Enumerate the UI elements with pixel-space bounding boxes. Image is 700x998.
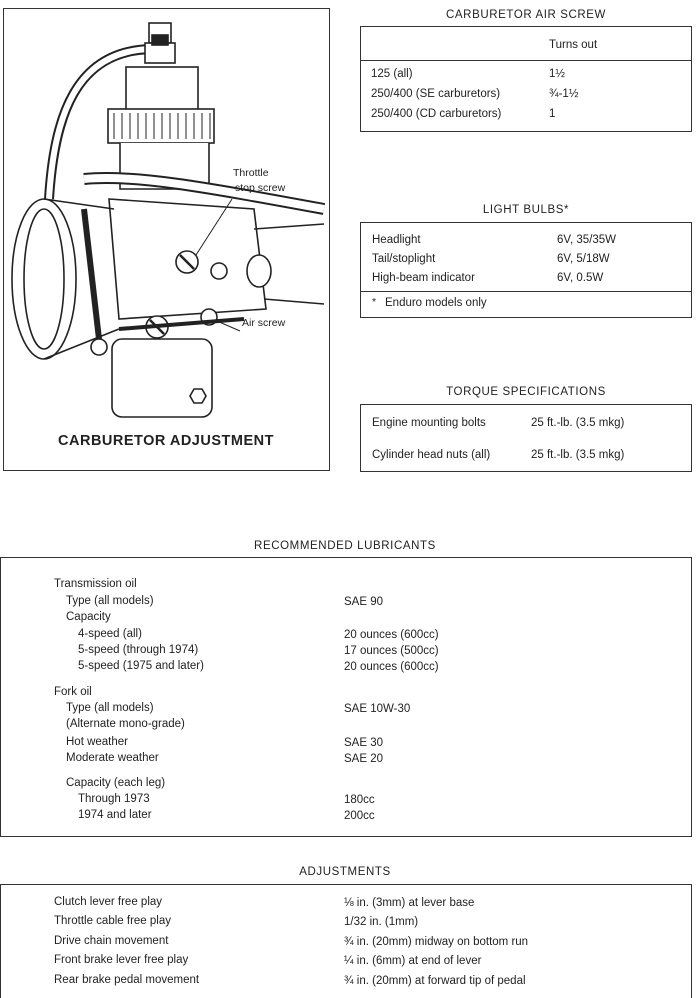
list-item-value: 200cc	[344, 810, 375, 822]
table-row-value: ¾-1½	[549, 88, 579, 100]
list-item-label: Fork oil	[54, 686, 92, 698]
list-item-value: SAE 90	[344, 596, 383, 608]
footnote-text: Enduro models only	[385, 297, 487, 309]
list-item-label: 5-speed (through 1974)	[78, 644, 199, 656]
list-item-label: Through 1973	[78, 793, 150, 805]
list-item-label: 4-speed (all)	[78, 628, 142, 640]
table-row-value: 6V, 0.5W	[557, 272, 604, 284]
list-item-value: SAE 30	[344, 737, 383, 749]
table-row-value: 6V, 35/35W	[557, 234, 617, 246]
table-row-item: Rear brake pedal movement	[54, 974, 200, 986]
throttle-stop-label-line1: Throttle	[233, 167, 269, 179]
list-item-value: 180cc	[344, 794, 375, 806]
table-row-item: Front brake lever free play	[54, 954, 189, 966]
table-row-item: Cylinder head nuts (all)	[372, 449, 491, 461]
carburetor-illustration	[4, 9, 328, 429]
air-screw-divider	[361, 60, 691, 61]
table-row-model: 250/400 (CD carburetors)	[371, 108, 502, 120]
adjustments-title: ADJUSTMENTS	[299, 866, 391, 878]
footnote-mark: *	[372, 296, 377, 308]
lubricants-table	[0, 557, 692, 837]
light-bulbs-title: LIGHT BULBS*	[482, 204, 570, 216]
list-item-label: Capacity (each leg)	[66, 777, 166, 789]
table-row-value: 1½	[549, 68, 565, 80]
torque-title: TORQUE SPECIFICATIONS	[446, 386, 606, 398]
list-item-label: Moderate weather	[66, 752, 159, 764]
torque-table	[360, 404, 692, 472]
air-screw-label: Air screw	[242, 317, 286, 329]
list-item-label: Capacity	[66, 611, 111, 623]
table-row-item: High-beam indicator	[372, 272, 475, 284]
list-item-label: 1974 and later	[78, 809, 152, 821]
table-row-value: 6V, 5/18W	[557, 253, 610, 265]
list-item-value: 20 ounces (600cc)	[344, 629, 439, 641]
list-item-label: Type (all models)	[66, 702, 154, 714]
table-row-model: 125 (all)	[371, 68, 413, 80]
table-row-item: Throttle cable free play	[54, 915, 171, 927]
list-item-value: 17 ounces (500cc)	[344, 645, 439, 657]
table-row-item: Tail/stoplight	[372, 253, 436, 265]
adjustments-table	[0, 884, 692, 998]
list-item-label: (Alternate mono-grade)	[66, 718, 185, 730]
list-item-label: Type (all models)	[66, 595, 154, 607]
table-row-value: 1/32 in. (1mm)	[344, 916, 419, 928]
list-item-value: SAE 10W-30	[344, 703, 411, 715]
list-item-value: 20 ounces (600cc)	[344, 661, 439, 673]
table-row-model: 250/400 (SE carburetors)	[371, 88, 501, 100]
table-row-value: ¼ in. (6mm) at end of lever	[344, 955, 482, 967]
table-row-value: ⅛ in. (3mm) at lever base	[344, 897, 475, 909]
list-item-label: Transmission oil	[54, 578, 137, 590]
table-row-value: ¾ in. (20mm) midway on bottom run	[344, 936, 529, 948]
table-row-item: Drive chain movement	[54, 935, 169, 947]
light-bulbs-table	[360, 222, 692, 318]
air-screw-column-header: Turns out	[549, 39, 598, 51]
light-bulbs-divider	[361, 291, 691, 292]
list-item-label: 5-speed (1975 and later)	[78, 660, 204, 672]
lubricants-title: RECOMMENDED LUBRICANTS	[254, 540, 436, 552]
list-item-label: Hot weather	[66, 736, 129, 748]
table-row-item: Clutch lever free play	[54, 896, 163, 908]
table-row-value: 25 ft.-lb. (3.5 mkg)	[531, 449, 625, 461]
table-row-value: ¾ in. (20mm) at forward tip of pedal	[344, 975, 526, 987]
table-row-item: Engine mounting bolts	[372, 417, 486, 429]
table-row-item: Headlight	[372, 234, 421, 246]
figure-caption: CARBURETOR ADJUSTMENT	[58, 433, 274, 449]
air-screw-title: CARBURETOR AIR SCREW	[445, 9, 607, 21]
carburetor-figure	[3, 8, 330, 471]
table-row-value: 25 ft.-lb. (3.5 mkg)	[531, 417, 625, 429]
list-item-value: SAE 20	[344, 753, 383, 765]
throttle-stop-label-line2: stop screw	[235, 182, 286, 194]
air-screw-table	[360, 26, 692, 132]
table-row-value: 1	[549, 108, 556, 120]
